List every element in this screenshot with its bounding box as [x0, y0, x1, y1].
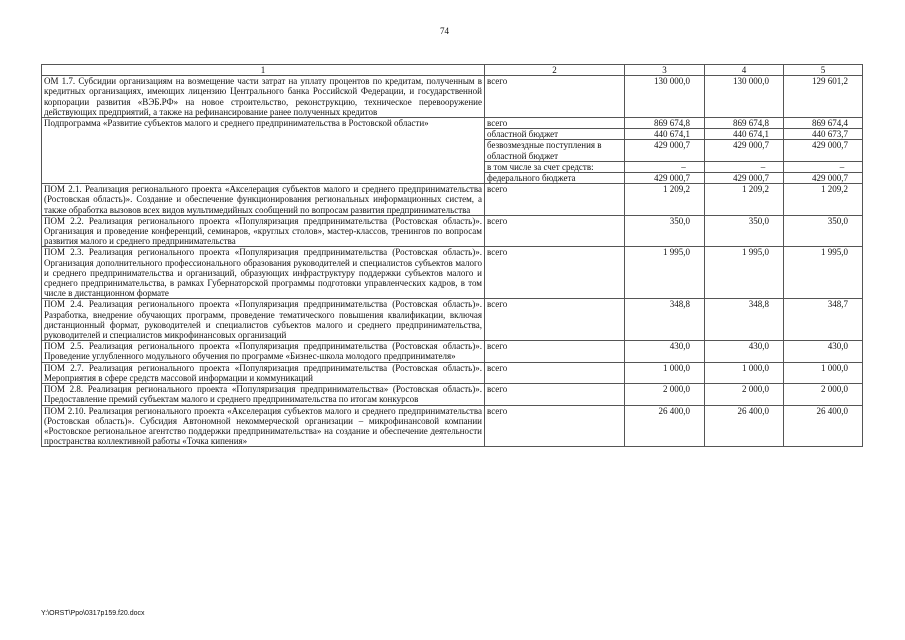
value-col-5: 1 000,0 — [784, 362, 863, 383]
value-col-3: 429 000,7 — [625, 173, 705, 184]
value-col-3: 26 400,0 — [625, 405, 705, 447]
funding-source: всего — [485, 118, 625, 129]
value-col-5: 26 400,0 — [784, 405, 863, 447]
value-col-4: – — [705, 161, 784, 172]
value-col-5: 2 000,0 — [784, 384, 863, 405]
value-col-3: 350,0 — [625, 215, 705, 247]
header-col-1: 1 — [42, 65, 485, 76]
header-col-3: 3 — [625, 65, 705, 76]
table-row — [42, 76, 863, 118]
value-col-4: 26 400,0 — [705, 405, 784, 447]
budget-table — [41, 64, 863, 447]
value-col-4: 2 000,0 — [705, 384, 784, 405]
value-col-5: 1 209,2 — [784, 184, 863, 216]
value-col-4: 430,0 — [705, 341, 784, 362]
value-col-5: 350,0 — [784, 215, 863, 247]
file-path-footer: Y:\ORST\Ppo\0317p159.f20.docx — [41, 610, 145, 617]
value-col-5: – — [784, 161, 863, 172]
activity-description: ПОМ 2.3. Реализация регионального проекта «Популяризация предпринимательства (Ростовская область)». Организация дополнительного профессионального образования руководителей и специалистов субъектов малого и среднего предпринимательства и организаций, образующих инфраструктуру поддержки субъектов малого и среднего предпринимательства, в рамках Губернаторской программы подготовки управленческих кадров, в том числе в дистанционном формате — [42, 247, 485, 299]
funding-source: федерального бюджета — [485, 173, 625, 184]
activity-description: ПОМ 2.8. Реализация регионального проекта «Популяризация предпринимательства» (Ростовская область)». Предоставление премий субъектам малого и среднего предпринимательства по итогам конкурсов — [42, 384, 485, 405]
value-col-3: 430,0 — [625, 341, 705, 362]
activity-description: ПОМ 2.5. Реализация регионального проекта «Популяризация предпринимательства (Ростовская область)». Проведение углубленного модульного обучения по программе «Бизнес-школа молодого предпринимателя» — [42, 341, 485, 362]
activity-description: ПОМ 2.4. Реализация регионального проекта «Популяризация предпринимательства (Ростовская область)». Разработка, внедрение обучающих программ, проведение тематического повышения квалификации, включая дистанционный формат, руководителей и специалистов субъектов малого и среднего предпринимательства, руководителей и специалистов микрофинансовых организаций — [42, 299, 485, 341]
value-col-5: 348,7 — [784, 299, 863, 341]
header-col-5: 5 — [784, 65, 863, 76]
value-col-4: 1 000,0 — [705, 362, 784, 383]
value-col-5: 430,0 — [784, 341, 863, 362]
funding-source: всего — [485, 184, 625, 216]
funding-source: всего — [485, 215, 625, 247]
table-row — [42, 341, 863, 362]
funding-source: областной бюджет — [485, 129, 625, 140]
funding-source: всего — [485, 341, 625, 362]
value-col-4: 1 995,0 — [705, 247, 784, 299]
funding-source: всего — [485, 362, 625, 383]
value-col-4: 429 000,7 — [705, 173, 784, 184]
value-col-3: 348,8 — [625, 299, 705, 341]
value-col-4: 440 674,1 — [705, 129, 784, 140]
value-col-3: 130 000,0 — [625, 76, 705, 118]
funding-source: всего — [485, 76, 625, 118]
value-col-5: 869 674,4 — [784, 118, 863, 129]
funding-source: всего — [485, 405, 625, 447]
value-col-4: 348,8 — [705, 299, 784, 341]
value-col-5: 440 673,7 — [784, 129, 863, 140]
value-col-4: 130 000,0 — [705, 76, 784, 118]
funding-source: всего — [485, 247, 625, 299]
value-col-4: 869 674,8 — [705, 118, 784, 129]
funding-source: всего — [485, 299, 625, 341]
value-col-5: 429 000,7 — [784, 173, 863, 184]
value-col-3: – — [625, 161, 705, 172]
header-col-4: 4 — [705, 65, 784, 76]
funding-source: безвозмездные поступления в областной бюджет — [485, 140, 625, 161]
funding-source: всего — [485, 384, 625, 405]
value-col-5: 429 000,7 — [784, 140, 863, 161]
value-col-3: 1 209,2 — [625, 184, 705, 216]
activity-description: Подпрограмма «Развитие субъектов малого и среднего предпринимательства в Ростовской области» — [42, 118, 485, 184]
activity-description: ОМ 1.7. Субсидии организациям на возмещение части затрат на уплату процентов по кредитам, полученным в кредитных организациях, имеющих лицензию Центрального банка Российской Федерации, и государственной корпорации развития «ВЭБ.РФ» на новое строительство, реконструкцию, техническое перевооружение действующих предприятий, а также на рефинансирование ранее полученных кредитов — [42, 76, 485, 118]
table-row — [42, 299, 863, 341]
funding-source: в том числе за счет средств: — [485, 161, 625, 172]
value-col-3: 869 674,8 — [625, 118, 705, 129]
value-col-3: 440 674,1 — [625, 129, 705, 140]
activity-description: ПОМ 2.2. Реализация регионального проекта «Популяризация предпринимательства (Ростовская область)». Организация и проведение конференций, семинаров, «круглых столов», мастер-классов, тренингов по вопросам развития малого и среднего предпринимательства — [42, 215, 485, 247]
table-row — [42, 215, 863, 247]
value-col-4: 350,0 — [705, 215, 784, 247]
value-col-3: 1 995,0 — [625, 247, 705, 299]
activity-description: ПОМ 2.10. Реализация регионального проекта «Акселерация субъектов малого и среднего предпринимательства (Ростовская область)». Субсидия Автономной некоммерческой организации – микрофинансовой компании «Ростовское региональное агентство поддержки предпринимательства» на создание и обеспечение деятельности пространства коллективной работы «Точка кипения» — [42, 405, 485, 447]
value-col-5: 1 995,0 — [784, 247, 863, 299]
table-row — [42, 184, 863, 216]
table-row — [42, 405, 863, 447]
value-col-3: 1 000,0 — [625, 362, 705, 383]
table-header-row — [42, 65, 863, 76]
activity-description: ПОМ 2.1. Реализация регионального проекта «Акселерация субъектов малого и среднего предпринимательства (Ростовская область)». Создание и обеспечение функционирования региональных информационных систем, а также обработка вызовов всех видов мультимедийных сообщений по вопросам развития предпринимательства — [42, 184, 485, 216]
page-number: 74 — [440, 26, 449, 36]
value-col-3: 2 000,0 — [625, 384, 705, 405]
value-col-5: 129 601,2 — [784, 76, 863, 118]
table-row — [42, 384, 863, 405]
table-row — [42, 247, 863, 299]
header-col-2: 2 — [485, 65, 625, 76]
value-col-4: 1 209,2 — [705, 184, 784, 216]
value-col-3: 429 000,7 — [625, 140, 705, 161]
table-row — [42, 118, 863, 129]
value-col-4: 429 000,7 — [705, 140, 784, 161]
table-row — [42, 362, 863, 383]
activity-description: ПОМ 2.7. Реализация регионального проекта «Популяризация предпринимательства (Ростовская область)». Мероприятия в сфере средств массовой информации и коммуникаций — [42, 362, 485, 383]
